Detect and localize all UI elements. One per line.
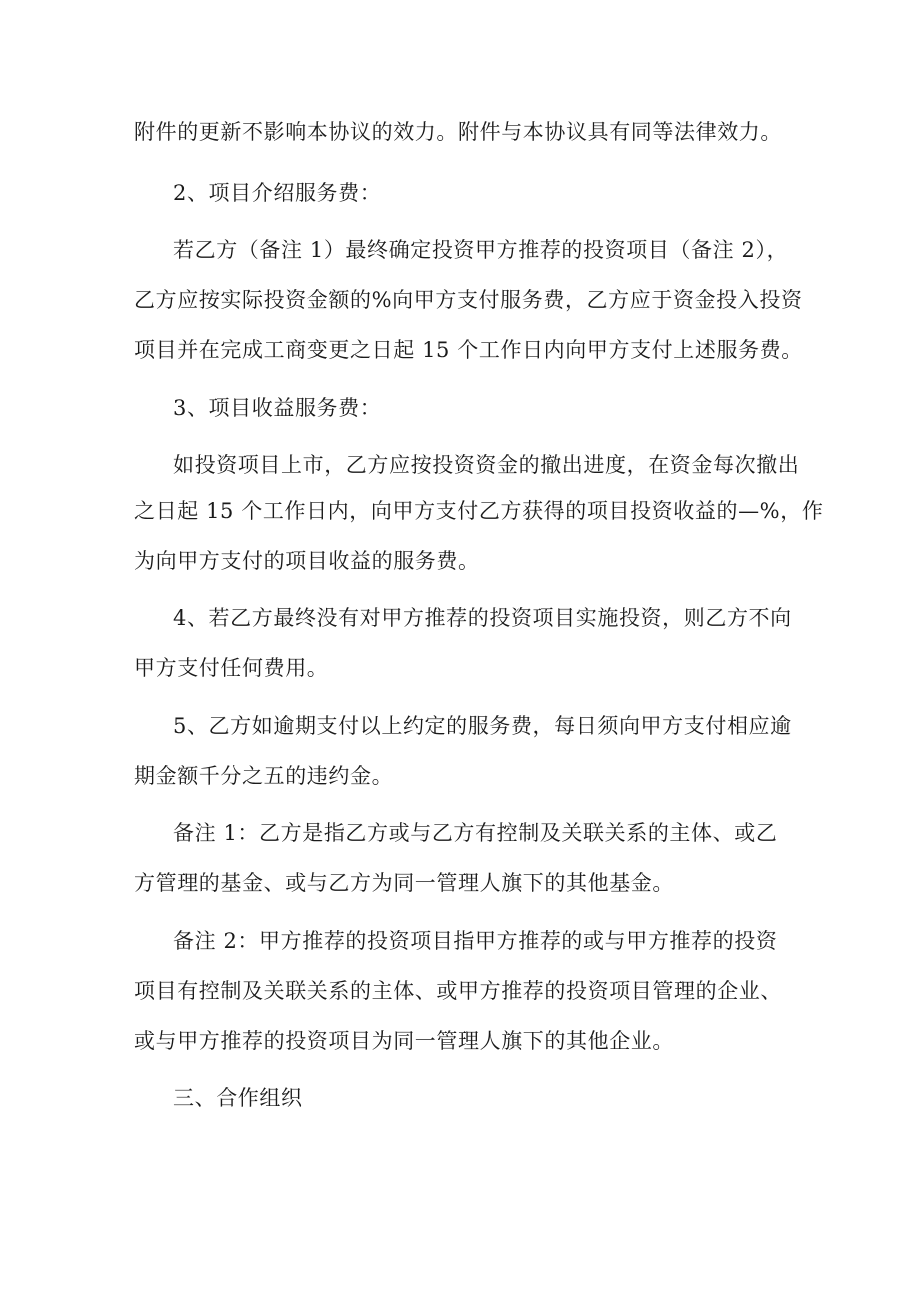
- text-line-11: 甲方支付任何费用。: [134, 656, 329, 680]
- text-line-6: 3、项目收益服务费：: [173, 396, 382, 420]
- text-line-16: 备注 2：甲方推荐的投资项目指甲方推荐的或与甲方推荐的投资: [173, 929, 778, 953]
- text-line-14: 备注 1：乙方是指乙方或与乙方有控制及关联关系的主体、或乙: [173, 821, 778, 845]
- text-line-18: 或与甲方推荐的投资项目为同一管理人旗下的其他企业。: [134, 1029, 674, 1053]
- text-line-4: 乙方应按实际投资金额的%向甲方支付服务费，乙方应于资金投入投资: [134, 288, 803, 312]
- text-line-10: 4、若乙方最终没有对甲方推荐的投资项目实施投资，则乙方不向: [173, 606, 792, 630]
- text-line-1: 附件的更新不影响本协议的效力。附件与本协议具有同等法律效力。: [134, 120, 782, 144]
- text-line-12: 5、乙方如逾期支付以上约定的服务费，每日须向甲方支付相应逾: [173, 714, 792, 738]
- text-line-3: 若乙方（备注 1）最终确定投资甲方推荐的投资项目（备注 2），: [173, 238, 789, 262]
- text-line-2: 2、项目介绍服务费：: [173, 181, 382, 205]
- text-line-15: 方管理的基金、或与乙方为同一管理人旗下的其他基金。: [134, 871, 674, 895]
- text-line-7: 如投资项目上市，乙方应按投资资金的撤出进度，在资金每次撤出: [173, 453, 800, 477]
- text-line-13: 期金额千分之五的违约金。: [134, 764, 394, 788]
- text-line-9: 为向甲方支付的项目收益的服务费。: [134, 549, 480, 573]
- text-line-17: 项目有控制及关联关系的主体、或甲方推荐的投资项目管理的企业、: [134, 979, 782, 1003]
- section-heading: 三、合作组织: [173, 1086, 303, 1110]
- text-line-8: 之日起 15 个工作日内，向甲方支付乙方获得的项目投资收益的—%，作: [134, 499, 824, 523]
- text-line-5: 项目并在完成工商变更之日起 15 个工作日内向甲方支付上述服务费。: [134, 338, 803, 362]
